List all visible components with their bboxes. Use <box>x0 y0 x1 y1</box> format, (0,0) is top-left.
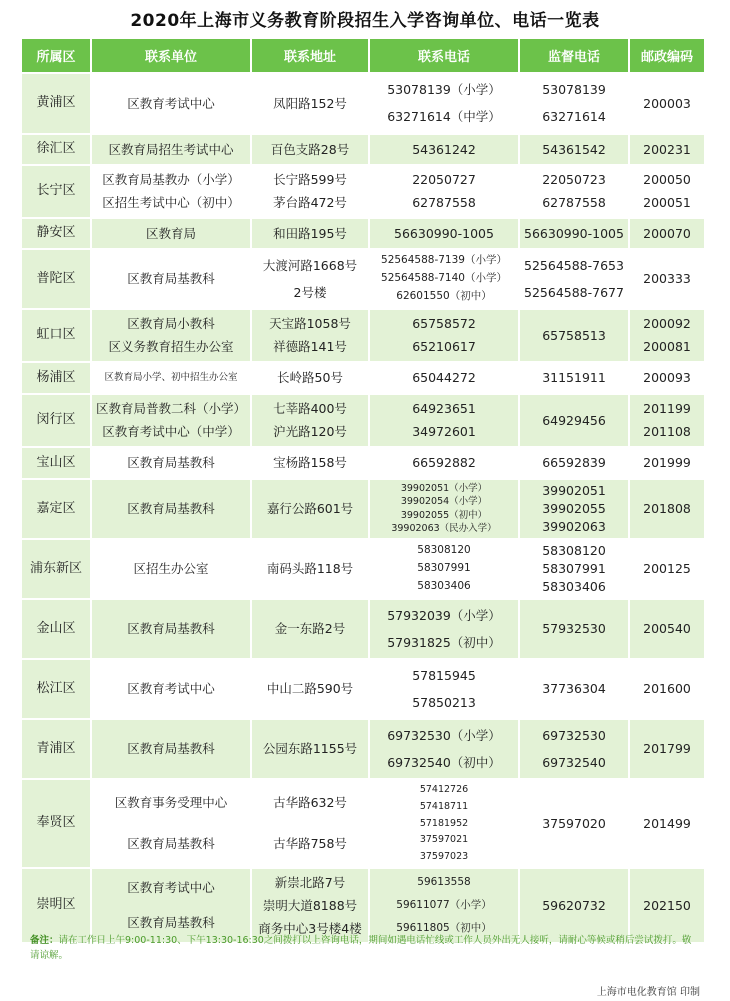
cell-line: 53078139（小学） <box>387 81 501 97</box>
cell-line: 58308120 <box>417 544 471 557</box>
cell-line: 64923651 <box>412 400 476 416</box>
cell-line: 65210617 <box>412 339 476 355</box>
cell-line: 52564588-7139（小学） <box>381 254 507 267</box>
address-cell <box>252 363 370 395</box>
district-cell: 青浦区 <box>22 720 92 780</box>
header-supervision-phone: 监督电话 <box>520 39 630 74</box>
cell-line: 200333 <box>643 271 691 287</box>
cell-line: 区教育局小学、初中招生办公室 <box>104 372 238 384</box>
district-cell: 奉贤区 <box>22 780 92 869</box>
cell-line: 57815945 <box>412 667 476 683</box>
cell-line: 59613558 <box>417 875 471 888</box>
address-cell <box>252 219 370 250</box>
cell-line: 54361542 <box>542 141 606 157</box>
phone-cell <box>370 720 520 780</box>
cell-line: 65758572 <box>412 315 476 331</box>
table-row <box>22 310 706 363</box>
cell-line: 201199 <box>643 400 691 416</box>
supervision-phone-cell <box>520 600 630 660</box>
cell-line: 200003 <box>643 95 691 111</box>
unit-cell <box>92 395 252 448</box>
table-row <box>22 600 706 660</box>
address-cell <box>252 250 370 310</box>
district-cell: 金山区 <box>22 600 92 660</box>
cell-line: 65044272 <box>412 370 476 386</box>
unit-cell <box>92 219 252 250</box>
postcode-cell <box>630 660 706 720</box>
header-district: 所属区 <box>22 39 92 74</box>
cell-line: 201600 <box>643 681 691 697</box>
cell-line: 200092 <box>643 315 691 331</box>
postcode-cell <box>630 720 706 780</box>
postcode-cell <box>630 780 706 869</box>
cell-line: 52564588-7677 <box>524 284 624 300</box>
cell-line: 63271614（中学） <box>387 109 501 125</box>
cell-line: 200070 <box>643 225 691 241</box>
district-cell: 黄浦区 <box>22 74 92 135</box>
cell-line: 区教育局基教科 <box>127 455 215 471</box>
table-row <box>22 780 706 869</box>
cell-line: 南码头路118号 <box>266 561 354 577</box>
address-cell <box>252 540 370 600</box>
cell-line: 39902051 <box>542 483 606 499</box>
cell-line: 区教育局招生考试中心 <box>108 141 234 157</box>
unit-cell <box>92 720 252 780</box>
table-row <box>22 480 706 540</box>
cell-line: 嘉行公路601号 <box>266 501 354 517</box>
address-cell <box>252 166 370 219</box>
unit-cell <box>92 540 252 600</box>
supervision-phone-cell <box>520 720 630 780</box>
cell-line: 58303406 <box>542 579 606 595</box>
unit-cell <box>92 448 252 480</box>
cell-line: 200081 <box>643 339 691 355</box>
cell-line: 古华路758号 <box>273 836 347 852</box>
cell-line: 2号楼 <box>293 284 327 300</box>
cell-line: 百色支路28号 <box>270 141 350 157</box>
cell-line: 区教育局基教科 <box>127 741 215 757</box>
phone-cell <box>370 780 520 869</box>
address-cell <box>252 135 370 166</box>
table-row <box>22 363 706 395</box>
cell-line: 69732530 <box>542 727 606 743</box>
cell-line: 63271614 <box>542 109 606 125</box>
cell-line: 区教育局基教科 <box>127 914 215 930</box>
cell-line: 58303406 <box>417 580 471 593</box>
table-row <box>22 395 706 448</box>
postcode-cell <box>630 219 706 250</box>
cell-line: 37597023 <box>419 850 469 862</box>
cell-line: 22050723 <box>542 171 606 187</box>
unit-cell <box>92 480 252 540</box>
cell-line: 长宁路599号 <box>273 171 347 187</box>
phone-cell <box>370 363 520 395</box>
cell-line: 53078139 <box>542 81 606 97</box>
cell-line: 区教育局基教科 <box>127 271 215 287</box>
cell-line: 62787558 <box>542 195 606 211</box>
cell-line: 22050727 <box>412 171 476 187</box>
phone-cell <box>370 135 520 166</box>
cell-line: 57412726 <box>419 784 469 796</box>
cell-line: 和田路195号 <box>273 225 347 241</box>
supervision-phone-cell <box>520 363 630 395</box>
cell-line: 64929456 <box>542 412 606 428</box>
unit-cell <box>92 166 252 219</box>
cell-line: 39902051（小学） <box>400 482 488 494</box>
postcode-cell <box>630 310 706 363</box>
postcode-cell <box>630 480 706 540</box>
address-cell <box>252 395 370 448</box>
table-row <box>22 448 706 480</box>
unit-cell <box>92 660 252 720</box>
cell-line: 茅台路472号 <box>273 195 347 211</box>
supervision-phone-cell <box>520 74 630 135</box>
table-row <box>22 660 706 720</box>
postcode-cell <box>630 363 706 395</box>
table-header-row <box>22 39 706 74</box>
table-row <box>22 135 706 166</box>
address-cell <box>252 448 370 480</box>
cell-line: 59611077（小学） <box>396 898 492 911</box>
cell-line: 区教育局基教科 <box>127 836 215 852</box>
cell-line: 区招生办公室 <box>133 561 209 577</box>
cell-line: 201999 <box>643 455 691 471</box>
table-row <box>22 250 706 310</box>
unit-cell <box>92 135 252 166</box>
table-row <box>22 219 706 250</box>
supervision-phone-cell <box>520 250 630 310</box>
cell-line: 崇明大道8188号 <box>262 897 358 913</box>
cell-line: 69732540 <box>542 754 606 770</box>
supervision-phone-cell <box>520 395 630 448</box>
district-cell: 普陀区 <box>22 250 92 310</box>
printer-credit: 上海市电化教育馆 印制 <box>596 987 700 998</box>
cell-line: 200050 <box>643 171 691 187</box>
cell-line: 62787558 <box>412 195 476 211</box>
supervision-phone-cell <box>520 480 630 540</box>
cell-line: 大渡河路1668号 <box>262 257 358 273</box>
supervision-phone-cell <box>520 310 630 363</box>
cell-line: 202150 <box>643 897 691 913</box>
cell-line: 201108 <box>643 424 691 440</box>
cell-line: 58307991 <box>417 562 471 575</box>
address-cell <box>252 720 370 780</box>
cell-line: 区教育局普教二科（小学） <box>95 400 246 416</box>
supervision-phone-cell <box>520 166 630 219</box>
address-cell <box>252 660 370 720</box>
cell-line: 七莘路400号 <box>273 400 347 416</box>
district-cell: 宝山区 <box>22 448 92 480</box>
cell-line: 200093 <box>643 370 691 386</box>
phone-cell <box>370 250 520 310</box>
footnote-text: 请在工作日上午9:00-11:30、下午13:30-16:30之间拨打以上咨询电话，期间如遇电话忙线或工作人员外出无人接听，请耐心等候或稍后尝试拨打。敬请谅解。 <box>30 935 692 962</box>
cell-line: 祥德路141号 <box>273 339 347 355</box>
cell-line: 长岭路50号 <box>277 370 343 386</box>
cell-line: 宝杨路158号 <box>273 455 347 471</box>
postcode-cell <box>630 135 706 166</box>
unit-cell <box>92 600 252 660</box>
district-cell: 杨浦区 <box>22 363 92 395</box>
table-row <box>22 74 706 135</box>
cell-line: 古华路632号 <box>273 794 347 810</box>
phone-cell <box>370 166 520 219</box>
cell-line: 59620732 <box>542 897 606 913</box>
cell-line: 39902055 <box>542 501 606 517</box>
footnote <box>30 933 700 963</box>
cell-line: 39902063 <box>542 519 606 535</box>
cell-line: 39902063（民办入学） <box>391 523 497 535</box>
header-unit: 联系单位 <box>92 39 252 74</box>
cell-line: 52564588-7140（小学） <box>381 272 507 285</box>
cell-line: 54361242 <box>412 141 476 157</box>
cell-line: 区教育局小教科 <box>127 315 215 331</box>
phone-cell <box>370 395 520 448</box>
cell-line: 201799 <box>643 741 691 757</box>
cell-line: 区教育局基教科 <box>127 621 215 637</box>
header-postcode: 邮政编码 <box>630 39 706 74</box>
footnote-label: 备注： <box>30 935 59 946</box>
district-cell: 浦东新区 <box>22 540 92 600</box>
cell-line: 58307991 <box>542 561 606 577</box>
cell-line: 新崇北路7号 <box>274 874 346 890</box>
unit-cell <box>92 780 252 869</box>
cell-line: 62601550（初中） <box>396 290 492 303</box>
cell-line: 37736304 <box>542 681 606 697</box>
phone-cell <box>370 660 520 720</box>
cell-line: 中山二路590号 <box>266 681 354 697</box>
district-cell: 虹口区 <box>22 310 92 363</box>
postcode-cell <box>630 250 706 310</box>
address-cell <box>252 600 370 660</box>
supervision-phone-cell <box>520 135 630 166</box>
cell-line: 天宝路1058号 <box>269 315 351 331</box>
cell-line: 52564588-7653 <box>524 257 624 273</box>
district-cell: 徐汇区 <box>22 135 92 166</box>
cell-line: 区教育考试中心（中学） <box>102 424 240 440</box>
district-cell: 崇明区 <box>22 869 92 944</box>
supervision-phone-cell <box>520 540 630 600</box>
cell-line: 金一东路2号 <box>274 621 346 637</box>
cell-line: 区教育事务受理中心 <box>114 794 228 810</box>
district-cell: 闵行区 <box>22 395 92 448</box>
unit-cell <box>92 250 252 310</box>
phone-cell <box>370 600 520 660</box>
phone-cell <box>370 480 520 540</box>
unit-cell <box>92 310 252 363</box>
postcode-cell <box>630 74 706 135</box>
cell-line: 公园东路1155号 <box>262 741 358 757</box>
cell-line: 58308120 <box>542 543 606 559</box>
postcode-cell <box>630 166 706 219</box>
phone-cell <box>370 219 520 250</box>
cell-line: 200540 <box>643 621 691 637</box>
page-title: 2020年上海市义务教育阶段招生入学咨询单位、电话一览表 <box>130 11 600 31</box>
address-cell <box>252 310 370 363</box>
phone-cell <box>370 540 520 600</box>
cell-line: 201808 <box>643 501 691 517</box>
cell-line: 37597021 <box>419 834 469 846</box>
cell-line: 沪光路120号 <box>273 424 347 440</box>
district-cell: 嘉定区 <box>22 480 92 540</box>
header-phone: 联系电话 <box>370 39 520 74</box>
cell-line: 37597020 <box>542 815 606 831</box>
cell-line: 区教育考试中心 <box>127 95 215 111</box>
cell-line: 商务中心3号楼4楼 <box>258 920 362 936</box>
cell-line: 201499 <box>643 815 691 831</box>
cell-line: 31151911 <box>542 370 606 386</box>
cell-line: 区教育局基教办（小学） <box>102 171 240 187</box>
supervision-phone-cell <box>520 448 630 480</box>
cell-line: 区义务教育招生办公室 <box>108 339 234 355</box>
postcode-cell <box>630 395 706 448</box>
cell-line: 66592882 <box>412 455 476 471</box>
cell-line: 200231 <box>643 141 691 157</box>
cell-line: 57932530 <box>542 621 606 637</box>
cell-line: 57850213 <box>412 694 476 710</box>
address-cell <box>252 480 370 540</box>
cell-line: 区教育局基教科 <box>127 501 215 517</box>
postcode-cell <box>630 540 706 600</box>
supervision-phone-cell <box>520 660 630 720</box>
table-row <box>22 166 706 219</box>
phone-cell <box>370 310 520 363</box>
district-cell: 松江区 <box>22 660 92 720</box>
cell-line: 57418711 <box>419 800 469 812</box>
cell-line: 区教育考试中心 <box>127 880 215 896</box>
cell-line: 200125 <box>643 561 691 577</box>
header-address: 联系地址 <box>252 39 370 74</box>
supervision-phone-cell <box>520 219 630 250</box>
cell-line: 56630990-1005 <box>524 225 624 241</box>
cell-line: 69732540（初中） <box>387 754 501 770</box>
cell-line: 区教育考试中心 <box>127 681 215 697</box>
address-cell <box>252 74 370 135</box>
cell-line: 69732530（小学） <box>387 727 501 743</box>
postcode-cell <box>630 600 706 660</box>
cell-line: 区招生考试中心（初中） <box>102 195 240 211</box>
phone-cell <box>370 448 520 480</box>
cell-line: 57932039（小学） <box>387 607 501 623</box>
table-body <box>22 74 706 944</box>
cell-line: 56630990-1005 <box>394 225 494 241</box>
table-row <box>22 540 706 600</box>
cell-line: 34972601 <box>412 424 476 440</box>
cell-line: 区教育局 <box>145 225 196 241</box>
phone-cell <box>370 74 520 135</box>
table-row <box>22 720 706 780</box>
cell-line: 66592839 <box>542 455 606 471</box>
cell-line: 39902055（初中） <box>400 509 488 521</box>
cell-line: 凤阳路152号 <box>273 95 347 111</box>
enrollment-contact-table <box>22 39 706 944</box>
unit-cell <box>92 74 252 135</box>
unit-cell <box>92 363 252 395</box>
cell-line: 57181952 <box>419 817 469 829</box>
district-cell: 长宁区 <box>22 166 92 219</box>
supervision-phone-cell <box>520 780 630 869</box>
cell-line: 200051 <box>643 195 691 211</box>
cell-line: 65758513 <box>542 327 606 343</box>
cell-line: 57931825（初中） <box>387 634 501 650</box>
address-cell <box>252 780 370 869</box>
cell-line: 59611805（初中） <box>396 921 492 934</box>
district-cell: 静安区 <box>22 219 92 250</box>
postcode-cell <box>630 448 706 480</box>
cell-line: 39902054（小学） <box>400 496 488 508</box>
